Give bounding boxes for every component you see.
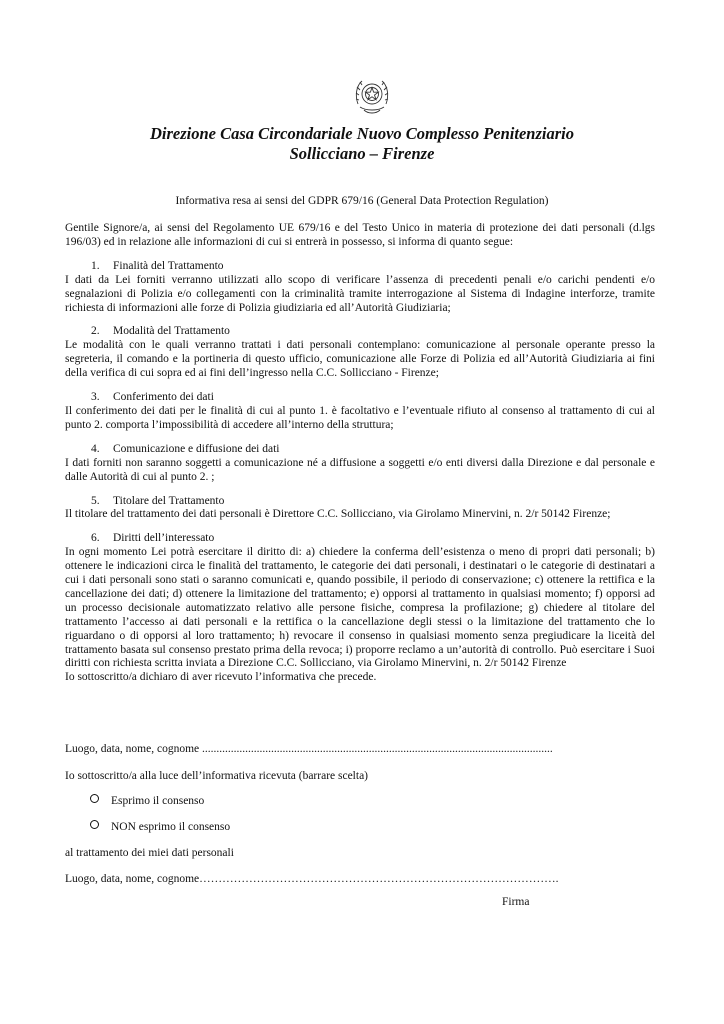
section-text: In ogni momento Lei potrà esercitare il diritto di: a) chiedere la conferma dell’esistenza o meno di propri dati personali; b) ottenere le indicazioni circa le finalità del trattamento, le categorie dei dati personali, i destinatari o le categorie di destinatari a cui i dati personali sono stati o saranno comunicati e, quando possibile, il periodo di conservazione; c) ottenere la rettifica e la cancellazione dei dati; d) ottenere la limitazione del trattamento; e) opporsi al trattamento in qualsiasi momento; f) opporsi ad un processo decisionale automatizzato relativo alle persone fisiche, compresa la profilazione; g) chiedere al titolare del trattamento l’accesso ai dati personali e la rettifica o la cancellazione degli stessi o la limitazione del trattamento che lo riguardano o di opporsi al loro trattamento; h) revocare il consenso in qualsiasi momento senza pregiudicare la liceità del trattamento basata sul consenso prestato prima della revoca; i) proporre reclamo a un’autorità di controllo. Può esercitare i Suoi diritti con richiesta scritta inviata a Direzione C.C. Sollicciano, via Girolamo Minervini, n. 2/r 50142 Firenze bbox=[65, 546, 655, 670]
section-comunicazione bbox=[65, 443, 655, 485]
section-modalita bbox=[65, 325, 655, 381]
intro-paragraph: Gentile Signore/a, ai sensi del Regolamento UE 679/16 e del Testo Unico in materia di protezione dei dati personali (d.lgs 196/03) ed in relazione alle informazioni di cui si entrerà in possesso, si informa di quanto segue: bbox=[65, 222, 655, 248]
signature-label: Firma bbox=[502, 896, 530, 908]
section-title: Modalità del Trattamento bbox=[113, 325, 230, 338]
section-finalita bbox=[65, 260, 655, 316]
consent-option-yes[interactable] bbox=[90, 794, 204, 808]
section-text: I dati da Lei forniti verranno utilizzati allo scopo di verificare l’assenza di precedenti penali e/o carichi pendenti e/o segnalazioni di Polizia e/o collegamenti con la criminalità tramite interrogazione al Sistema di Indagine interforze, tramite richiesta di informazioni alle forze di Polizia giudiziaria ed all’Autorità Giudiziaria; bbox=[65, 273, 655, 314]
section-titolare bbox=[65, 495, 655, 523]
italian-republic-emblem-icon bbox=[352, 74, 392, 118]
radio-circle-icon[interactable] bbox=[90, 820, 99, 829]
section-text: Il titolare del trattamento dei dati personali è Direttore C.C. Sollicciano, via Girolamo Minervini, n. 2/r 50142 Firenze; bbox=[65, 508, 611, 521]
radio-circle-icon[interactable] bbox=[90, 794, 99, 803]
section-number: 1. bbox=[91, 259, 100, 272]
section-number: 2. bbox=[91, 325, 100, 338]
signature-line-second[interactable]: Luogo, data, nome, cognome…………………………………………………………………………………. bbox=[65, 873, 559, 885]
signature-line-first[interactable]: Luogo, data, nome, cognome .......................................................................................................................... bbox=[65, 743, 553, 755]
institution-location: Sollicciano – Firenze bbox=[289, 144, 435, 163]
document-body bbox=[65, 222, 655, 685]
section-text: Il conferimento dei dati per le finalità di cui al punto 1. è facoltativo e l’eventuale rifiuto al consenso al trattamento di cui al punto 2. comporta l’impossibilità di accedere all’interno della struttura; bbox=[65, 404, 655, 431]
institution-title: Direzione Casa Circondariale Nuovo Complesso Penitenziario bbox=[150, 124, 574, 143]
consent-statement: Io sottoscritto/a alla luce dell’informativa ricevuta (barrare scelta) bbox=[65, 770, 369, 782]
section-title: Finalità del Trattamento bbox=[113, 259, 224, 272]
section-number: 6. bbox=[91, 532, 100, 545]
section-title: Diritti dell’interessato bbox=[113, 532, 215, 545]
document-subject: Informativa resa ai sensi del GDPR 679/16 (General Data Protection Regulation) bbox=[175, 195, 549, 207]
consent-option-no[interactable] bbox=[90, 820, 230, 834]
section-diritti bbox=[65, 532, 655, 671]
section-title: Comunicazione e diffusione dei dati bbox=[113, 442, 280, 455]
section-text: Le modalità con le quali verranno trattati i dati personali contemplano: comunicazione al personale operante presso la segreteria, il comando e la portineria di questo ufficio, comunicazione alle Forze di Polizia ed all’Autorità Giudiziaria ai fini della verifica di cui sopra ed ai fini dell’ingresso nella C.C. Sollicciano - Firenze; bbox=[65, 339, 655, 380]
section-title: Conferimento dei dati bbox=[113, 391, 214, 404]
section-conferimento bbox=[65, 391, 655, 433]
section-text: I dati forniti non saranno soggetti a comunicazione né a diffusione a soggetti e/o enti diversi dalla Direzione e dal personale e dalle Autorità di cui al punto 2. ; bbox=[65, 456, 655, 483]
consent-option-label: Esprimo il consenso bbox=[111, 795, 205, 807]
section-number: 4. bbox=[91, 442, 100, 455]
section-number: 3. bbox=[91, 391, 100, 404]
section-number: 5. bbox=[91, 494, 100, 507]
consent-tail: al trattamento dei miei dati personali bbox=[65, 847, 234, 859]
section-title: Titolare del Trattamento bbox=[113, 494, 225, 507]
acknowledgement-statement: Io sottoscritto/a dichiaro di aver ricevuto l’informativa che precede. bbox=[65, 671, 377, 684]
consent-option-label: NON esprimo il consenso bbox=[111, 821, 231, 833]
